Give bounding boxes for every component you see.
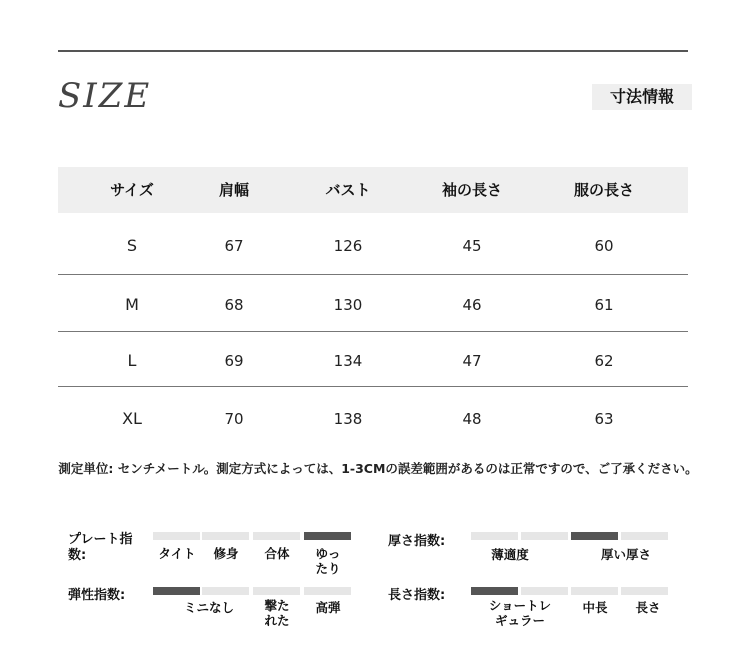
row-divider (58, 386, 688, 387)
size-table-header (58, 167, 688, 213)
length-index-label: 長さ指数: (388, 588, 446, 603)
sleeve-cell: 45 (462, 237, 482, 255)
measurement-note: 測定単位: センチメートル。測定方式によっては、1-3CMの誤差範囲があるのは正常ですので、ご了承ください。 (58, 461, 698, 476)
section-tag: 寸法情報 (592, 84, 692, 110)
shoulder-cell: 67 (224, 237, 244, 255)
length-cell: 63 (594, 410, 614, 428)
shoulder-cell: 69 (224, 352, 244, 370)
thickness-segment (621, 532, 668, 540)
size-cell: M (125, 295, 139, 314)
thickness-option: 薄適度 (491, 547, 529, 562)
elasticity-option: 高弾 (315, 600, 341, 615)
column-header-size: サイズ (110, 181, 154, 199)
sleeve-cell: 46 (462, 296, 482, 314)
thickness-option-selected: 厚い厚さ (600, 547, 651, 562)
column-header-sleeve: 袖の長さ (441, 181, 502, 199)
bust-cell: 130 (333, 296, 363, 314)
column-header-shoulder: 肩幅 (218, 181, 249, 199)
thickness-index-label: 厚さ指数: (388, 534, 446, 549)
thickness-segment (521, 532, 568, 540)
fit-option: 合体 (264, 546, 290, 561)
table-row (58, 236, 688, 256)
fit-option: タイト (158, 546, 196, 561)
size-cell: XL (122, 409, 142, 428)
fit-index-label (68, 532, 132, 564)
length-option-selected (478, 598, 562, 628)
sleeve-cell: 47 (462, 352, 482, 370)
elasticity-option-line: 撃た (264, 598, 290, 613)
fit-segment (202, 532, 249, 540)
length-option: 中長 (582, 600, 608, 615)
top-rule (58, 50, 688, 52)
column-header-bust: バスト (325, 181, 371, 199)
size-cell: S (126, 236, 138, 255)
shoulder-cell: 70 (224, 410, 244, 428)
fit-option-line: たり (315, 561, 341, 576)
page-title: SIZE (58, 76, 152, 116)
length-segment (521, 587, 568, 595)
fit-segment (253, 532, 300, 540)
row-divider (58, 274, 688, 275)
table-row (58, 295, 688, 315)
sleeve-cell: 48 (462, 410, 482, 428)
fit-segment (153, 532, 200, 540)
length-cell: 60 (594, 237, 614, 255)
length-option: 長さ (635, 600, 661, 615)
length-cell: 61 (594, 296, 614, 314)
table-row (58, 351, 688, 371)
elasticity-index-label: 弾性指数: (68, 588, 126, 603)
fit-option-line: ゆっ (315, 546, 341, 561)
length-segment-selected (471, 587, 518, 595)
length-option-line: ショートレ (488, 598, 552, 613)
thickness-segment (471, 532, 518, 540)
fit-index-label-line1: プレート指 (68, 532, 133, 547)
elasticity-option-selected: ミニなし (183, 600, 234, 615)
bust-cell: 126 (333, 237, 363, 255)
bust-cell: 138 (333, 410, 363, 428)
fit-index-label-line2: 数: (68, 548, 87, 563)
length-segment (621, 587, 668, 595)
length-segment (571, 587, 618, 595)
length-option-line: ギュラー (494, 613, 545, 628)
length-cell: 62 (594, 352, 614, 370)
shoulder-cell: 68 (224, 296, 244, 314)
elasticity-segment (253, 587, 300, 595)
elasticity-segment (202, 587, 249, 595)
size-cell: L (127, 351, 137, 370)
elasticity-segment (304, 587, 351, 595)
bust-cell: 134 (333, 352, 363, 370)
elasticity-option-line: れた (264, 613, 290, 628)
fit-option: 修身 (213, 546, 239, 561)
column-header-length: 服の長さ (573, 181, 634, 199)
table-row (58, 409, 688, 429)
fit-option-selected (304, 546, 352, 576)
elasticity-option (253, 598, 301, 628)
row-divider (58, 331, 688, 332)
elasticity-segment-selected (153, 587, 200, 595)
thickness-segment-selected (571, 532, 618, 540)
fit-segment-selected (304, 532, 351, 540)
